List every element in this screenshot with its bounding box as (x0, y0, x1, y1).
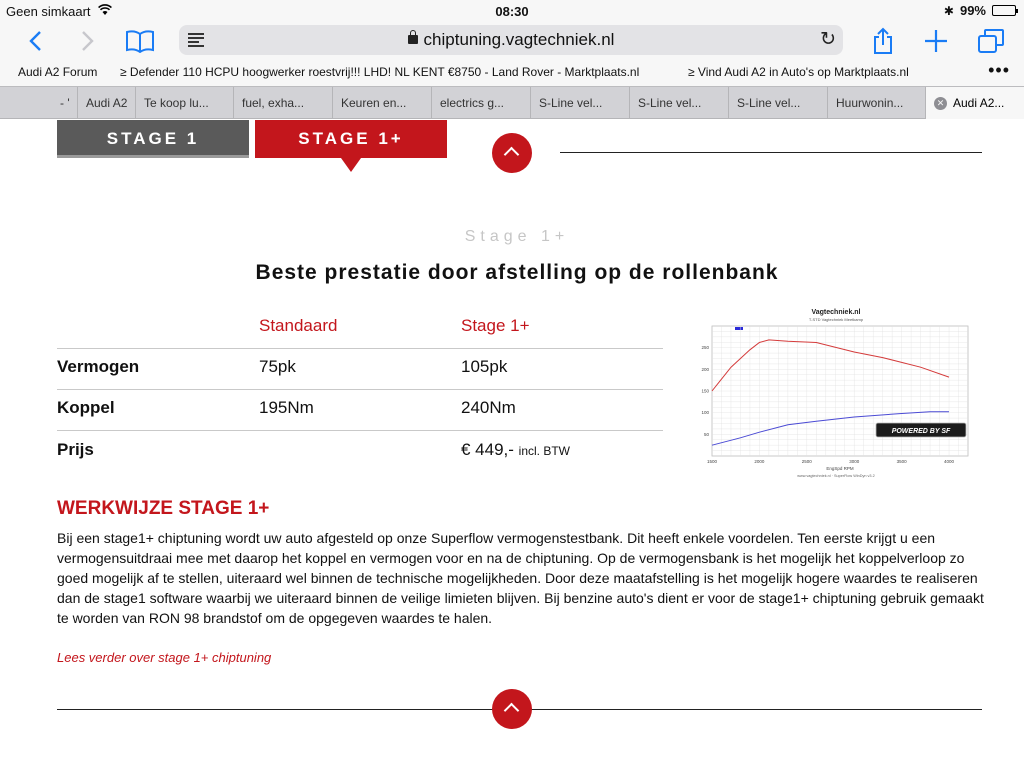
row-label: Prijs (57, 440, 94, 459)
x-tick-label: 2000 (754, 459, 765, 464)
tab-title: Te koop lu... (144, 96, 209, 110)
x-axis-label: EngSpd RPM (826, 466, 854, 471)
read-more-link[interactable]: Lees verder over stage 1+ chiptuning (57, 650, 272, 665)
scroll-up-button[interactable] (492, 689, 532, 729)
y-tick-label: 50 (703, 431, 709, 437)
browser-tab[interactable] (630, 87, 729, 119)
section-subtitle: Stage 1+ (464, 228, 570, 245)
price-note: incl. BTW (518, 444, 571, 458)
y-tick-label: 150 (701, 388, 709, 394)
bookmarks-button[interactable] (124, 26, 156, 56)
tab-title: electrics g... (440, 96, 505, 110)
x-tick-label: 2500 (801, 459, 812, 464)
x-tick-label: 3000 (849, 459, 860, 464)
browser-toolbar (0, 22, 1024, 60)
tab-title: S-Line vel... (638, 96, 702, 110)
x-tick-label: 1500 (706, 459, 718, 464)
stage-value: 105pk (461, 357, 508, 376)
column-header-stage: Stage 1+ (461, 316, 530, 335)
scroll-up-button[interactable] (492, 133, 532, 173)
book-icon (125, 29, 155, 53)
price-amount: € 449,- (461, 440, 514, 459)
forward-button[interactable] (75, 26, 101, 56)
standard-value: 195Nm (259, 398, 314, 417)
bookmark-item[interactable]: Audi A2 Forum (18, 65, 98, 79)
legend-swatch (735, 327, 743, 330)
tabs-overview-button[interactable] (976, 26, 1006, 56)
price-value (461, 440, 570, 460)
plus-icon (924, 29, 948, 53)
new-tab-button[interactable] (922, 26, 950, 56)
tab-title: Audi A2... (953, 96, 1005, 110)
back-button[interactable] (22, 26, 48, 56)
status-bar (0, 0, 1024, 22)
table-divider (57, 430, 663, 431)
chart-title: Vagtechniek.nl (811, 309, 861, 316)
browser-tab[interactable] (78, 87, 136, 119)
chart-subtitle: T-STD Vagtechniek Meetkamp (808, 317, 864, 322)
column-header-standard: Standaard (259, 316, 338, 335)
url-text[interactable]: chiptuning.vagtechniek.nl (423, 30, 615, 49)
tab-stage-1-plus[interactable]: STAGE 1+ (255, 120, 447, 158)
bluetooth-icon: ✱ (943, 3, 954, 18)
close-tab-icon[interactable]: ✕ (934, 97, 947, 110)
tab-title: Huurwonin... (836, 96, 904, 110)
share-icon (872, 27, 894, 55)
powered-by-text: POWERED BY SF (891, 428, 951, 435)
more-bookmarks-icon[interactable]: ••• (988, 60, 1010, 80)
x-tick-label: 3500 (896, 459, 907, 464)
bookmark-item[interactable]: ≥ Defender 110 HCPU hoogwerker roestvrij!!! LHD! NL KENT €8750 - Land Rover - Marktplaats.nl (120, 65, 640, 79)
share-button[interactable] (870, 26, 896, 56)
reload-icon[interactable]: ↻ (820, 29, 836, 50)
chart-footer: www.vagtechniek.nl · SuperFlow WinDyn v3.2 (797, 474, 875, 478)
y-tick-label: 200 (701, 366, 709, 372)
werkwijze-body: Bij een stage1+ chiptuning wordt uw auto afgesteld op onze Superflow vermogenstestbank. Dit heeft enkele voordelen. Ten eerste krijgt u een vermogensuitdraai mee met daarop het koppel en vermogen voor en na de chiptuning. Op de vermogensbank is het mogelijk het koppelverloop zo goed mogelijk af te stellen, uiteraard wel binnen de technische mogelijkheden. Door deze maatafstelling is het mogelijk hogere waardes te realiseren dan de stage1 software waarbij we uiteraard binnen de veilige limieten blijven. Bij benzine auto's dient er voor de stage1+ chiptuning gebruik gemaakt te worden van RON 98 brandstof om de opgegeven waardes te halen. (57, 530, 984, 626)
browser-tab[interactable] (432, 87, 531, 119)
tabs-icon (977, 28, 1005, 54)
dyno-chart[interactable] (690, 306, 982, 484)
tab-title: Audi A2 (86, 96, 128, 110)
tab-strip (0, 86, 1024, 119)
chevron-up-icon (504, 703, 520, 719)
browser-tab[interactable] (234, 87, 333, 119)
row-label: Vermogen (57, 357, 140, 376)
tab-title: S-Line vel... (737, 96, 801, 110)
tab-title: Keuren en... (341, 96, 407, 110)
lock-icon (408, 35, 418, 44)
standard-value: 75pk (259, 357, 296, 376)
dyno-chart-svg (690, 306, 982, 484)
werkwijze-title: WERKWIJZE STAGE 1+ (57, 498, 270, 519)
chevron-up-icon (504, 147, 520, 163)
tab-title: S-Line vel... (539, 96, 603, 110)
browser-tab-active[interactable] (926, 87, 1024, 119)
y-tick-label: 250 (701, 345, 709, 351)
browser-tab[interactable] (56, 87, 78, 119)
tab-title: fuel, exha... (242, 96, 305, 110)
bookmark-item[interactable]: ≥ Vind Audi A2 in Auto's op Marktplaats.nl (688, 65, 909, 79)
browser-tab[interactable] (136, 87, 234, 119)
x-tick-label: 4000 (944, 459, 955, 464)
address-bar[interactable] (179, 25, 843, 55)
stage-value: 240Nm (461, 398, 516, 417)
tab-title: - ' (60, 96, 70, 110)
divider (560, 152, 982, 153)
status-right (944, 3, 1016, 18)
clock: 08:30 (495, 4, 529, 19)
bookmarks-bar (0, 60, 1024, 86)
browser-tab[interactable] (828, 87, 926, 119)
carrier-label: Geen simkaart (6, 4, 91, 19)
tab-stage-1[interactable]: STAGE 1 (57, 120, 249, 158)
browser-tab[interactable] (729, 87, 828, 119)
table-divider (57, 389, 663, 390)
row-label: Koppel (57, 398, 115, 417)
y-tick-label: 100 (701, 410, 709, 416)
battery-icon (992, 5, 1016, 16)
table-divider (57, 348, 663, 349)
section-heading: Beste prestatie door afstelling op de rollenbank (255, 261, 779, 284)
web-page (0, 120, 1024, 768)
browser-tab[interactable] (333, 87, 432, 119)
browser-tab[interactable] (531, 87, 630, 119)
battery-percentage: 99% (959, 3, 986, 18)
